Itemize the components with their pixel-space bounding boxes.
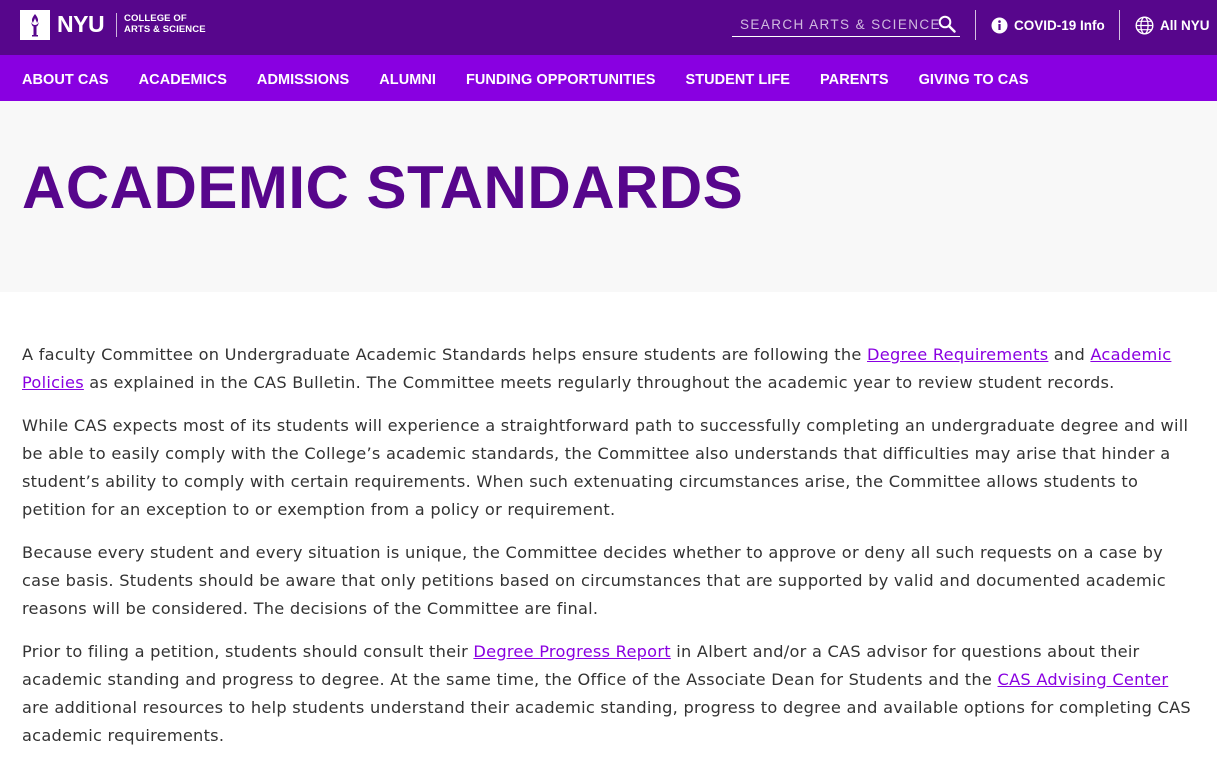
top-bar (0, 0, 1217, 55)
utility-divider (975, 10, 976, 40)
nav-item-academics[interactable]: ACADEMICS (138, 71, 227, 88)
paragraph-intro (22, 341, 1194, 397)
paragraph-text: as explained in the CAS Bulletin. The Committee meets regularly throughout the academic year to review student records. (83, 373, 1115, 392)
logo-divider (116, 13, 117, 37)
covid-info-label: COVID-19 Info (1014, 17, 1105, 33)
cas-advising-center-link[interactable]: CAS Advising Center (997, 670, 1169, 689)
search-input[interactable] (732, 13, 940, 35)
paragraph-case-basis: Because every student and every situation is unique, the Committee decides whether to approve or deny all such requests on a case by case basis. Students should be aware that only petitions based on circumstances that are supported by valid and documented academic reasons will be considered. The decisions of the Committee are final. (22, 543, 1166, 618)
page-hero (0, 101, 1217, 292)
all-nyu-link[interactable] (1135, 14, 1210, 36)
nav-item-about-cas[interactable]: ABOUT CAS (22, 71, 109, 88)
search-icon[interactable] (938, 15, 956, 33)
paragraph-text: are additional resources to help students understand their academic standing, progress to degree and available options for completing CAS academic requirements. (22, 698, 1191, 745)
paragraph-text: in Albert and/or a CAS advisor for questions about their academic standing and progress to degree. At the same time, the Office of the Associate Dean for Students and the (22, 642, 1140, 689)
info-icon (991, 17, 1008, 34)
nav-item-admissions[interactable]: ADMISSIONS (256, 71, 350, 88)
paragraph-prior-to-filing (22, 638, 1194, 750)
nyu-torch-logo-icon[interactable] (20, 10, 50, 40)
globe-icon (1135, 16, 1154, 35)
college-line-2: ARTS & SCIENCE (124, 23, 206, 35)
nyu-wordmark[interactable]: NYU (57, 11, 105, 37)
paragraph-text: Prior to filing a petition, students should consult their (22, 642, 474, 661)
nav-item-giving-to-cas[interactable]: GIVING TO CAS (918, 71, 1029, 88)
college-name[interactable] (124, 14, 206, 35)
page-title: ACADEMIC STANDARDS (22, 154, 744, 221)
utility-divider (1119, 10, 1120, 40)
all-nyu-label: All NYU (1160, 17, 1210, 33)
degree-requirements-link[interactable]: Degree Requirements (867, 345, 1049, 364)
nav-item-student-life[interactable]: STUDENT LIFE (685, 71, 791, 88)
nav-item-alumni[interactable]: ALUMNI (379, 71, 436, 88)
college-line-1: COLLEGE OF (124, 13, 187, 24)
degree-progress-report-link[interactable]: Degree Progress Report (473, 642, 671, 661)
covid-info-link[interactable] (991, 14, 1105, 36)
paragraph-text: and (1048, 345, 1091, 364)
academic-policies-link[interactable]: Academic Policies (22, 345, 1172, 392)
search-box (732, 13, 960, 37)
main-nav (0, 55, 1217, 101)
paragraph-text: A faculty Committee on Undergraduate Academic Standards helps ensure students are following the (22, 345, 868, 364)
paragraph-expectations: While CAS expects most of its students will experience a straightforward path to successfully completing an undergraduate degree and will be able to easily comply with the College’s academic standards, the Committee also understands that difficulties may arise that hinder a student’s ability to comply with certain requirements. When such extenuating circumstances arise, the Committee allows students to petition for an exception to or exemption from a policy or requirement. (22, 416, 1189, 519)
nav-item-funding-opportunities[interactable]: FUNDING OPPORTUNITIES (465, 71, 656, 88)
nav-item-parents[interactable]: PARENTS (820, 71, 889, 88)
main-content (22, 341, 1194, 765)
